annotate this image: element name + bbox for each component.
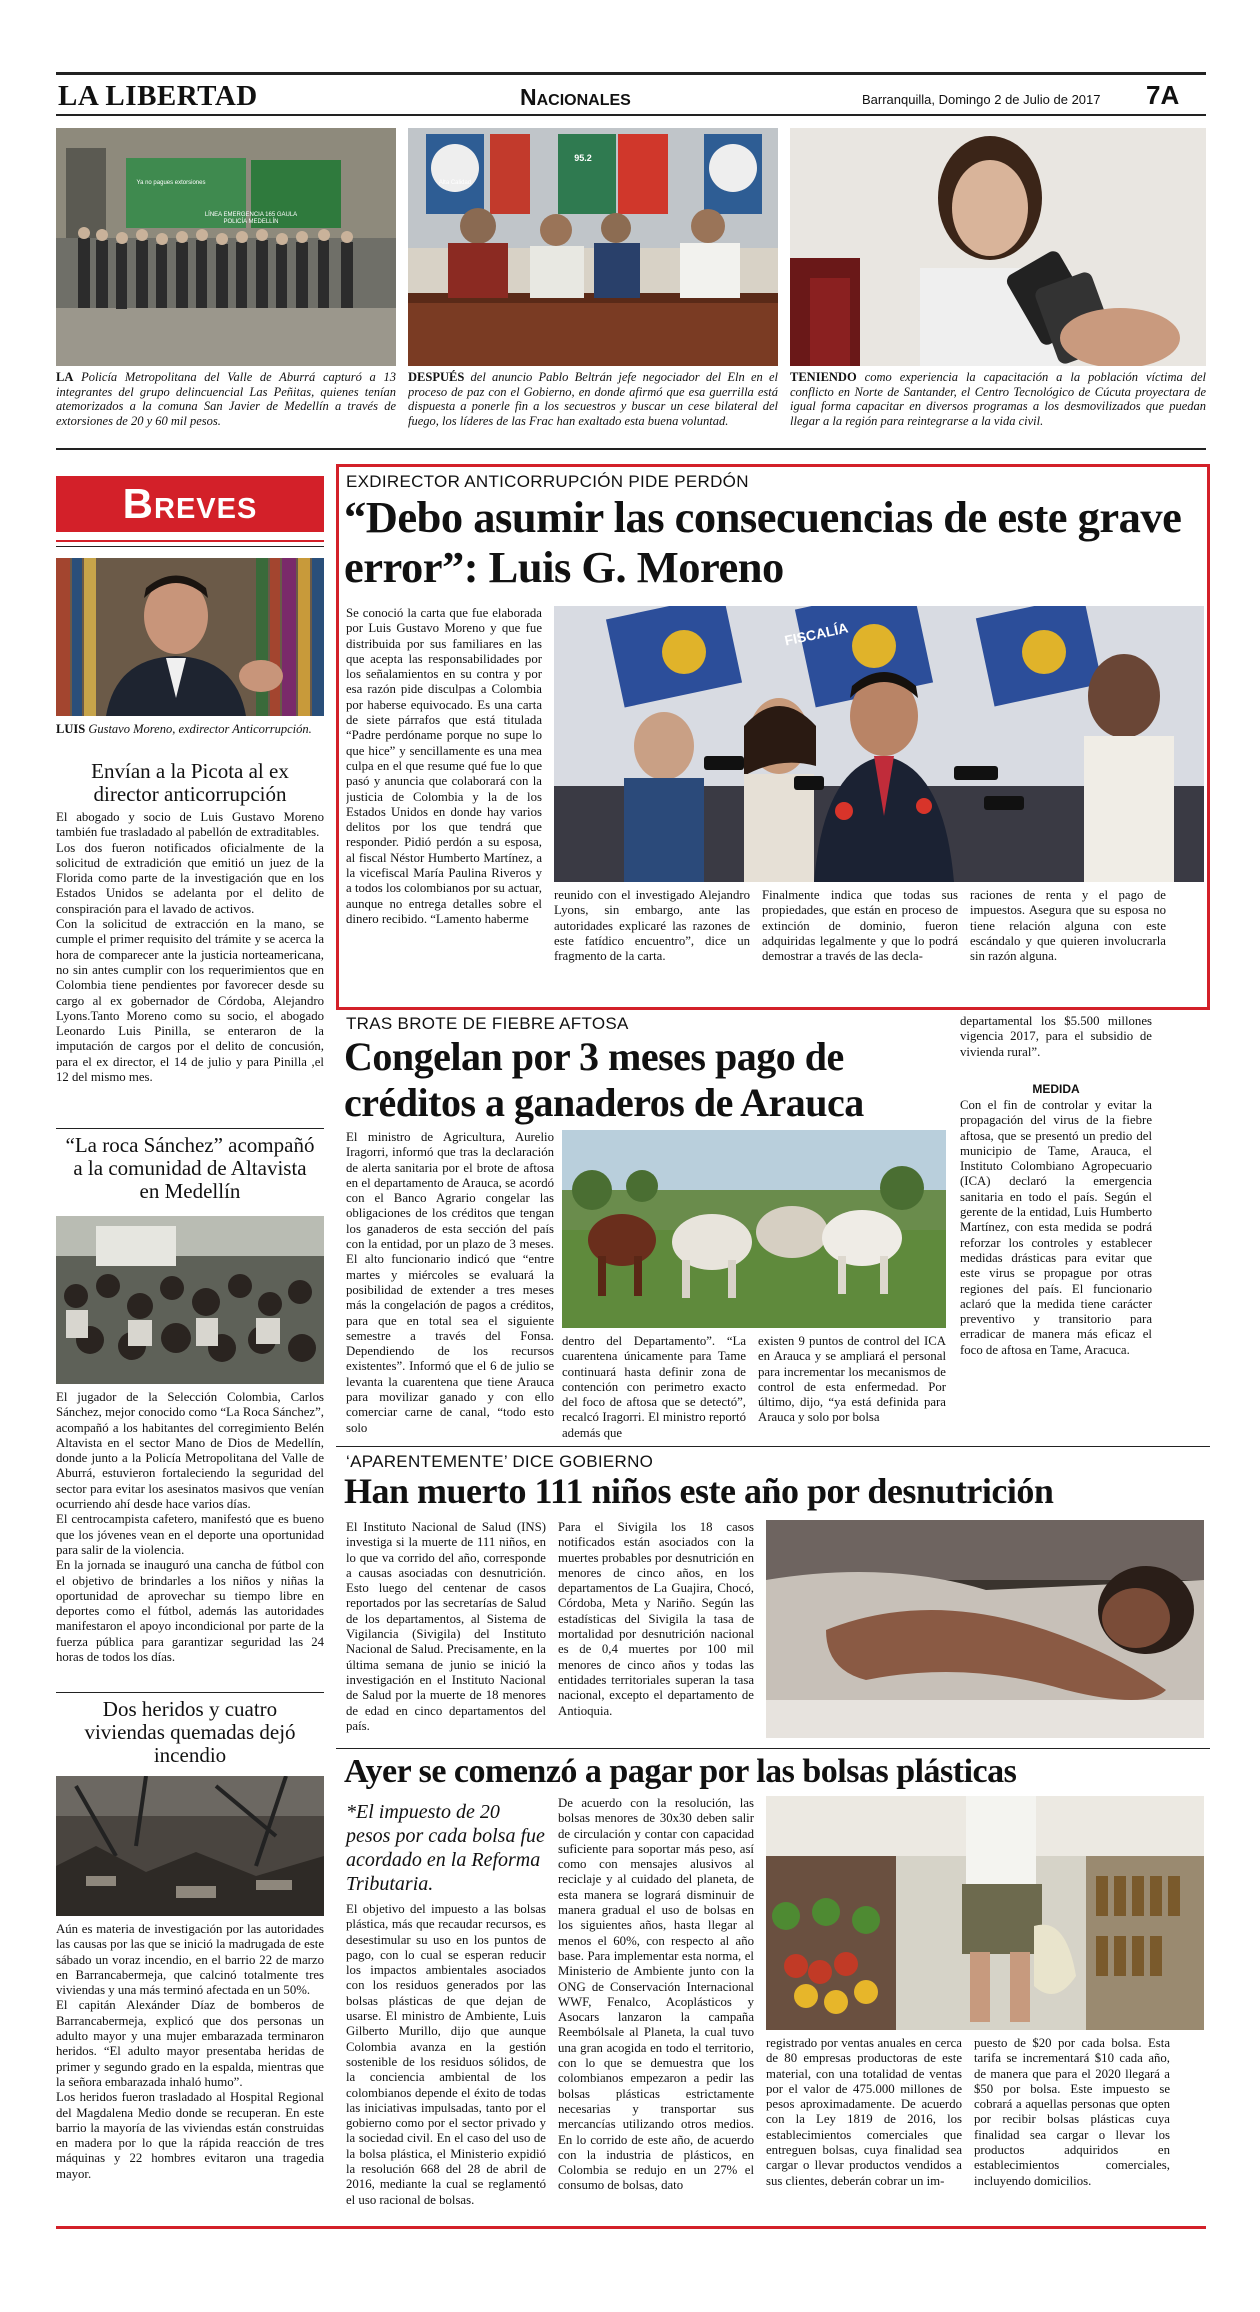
breve-headline-picota: Envían a la Picota al ex director anticorrupción xyxy=(91,759,289,806)
paragraph: El abogado y socio de Luis Gustavo Moreno también fue trasladado al pabellón de extraditables. xyxy=(56,810,324,840)
police-banner-text: LÍNEA EMERGENCIA 165 GAULA POLICÍA MEDELLÍN xyxy=(204,212,298,225)
arauca-body-col1: El ministro de Agricultura, Aurelio Iragorri, informó que tras la declaración de alerta sanitaria por el brote de aftosa en el departamento de Arauca, se acordó con el Banco Agrario congelar las obligaciones de los créditos que tengan los ganaderos de esta sección del país con la entidad, por un plazo de 3 meses. El alto funcionario indicó que “entre martes y miércoles se evaluará la posibilidad de extender a tres meses más la congelación de pagos a créditos, para que en total sea el siguiente semestre a través del Fonsa. Dependiendo de los recursos existentes”. Informó que el 6 de julio se levanta la cuarentena que tiene Arauca para movilizar ganado y con ello comerciar carne de canal, “todo esto solo xyxy=(346,1130,554,1435)
supermarket-photo xyxy=(766,1796,1204,2030)
breves-banner xyxy=(56,476,324,532)
fire-ruins-photo xyxy=(56,1776,324,1916)
desnutricion-body-col2: Para el Sivigila los 18 casos notificados están asociados con la muertes probables por desnutrición en menores de cinco años, en los departamentos de La Guajira, Chocó, Córdoba, Meta y Nariño. Según las estadísticas del Sivigila la tasa de mortalidad por desnutrición nacional es de 0,4 muertes por 100 mil menores de cinco años y todas las entidades territoriales superan la tasa nacional, excepto el departamento de Antioquia. xyxy=(558,1520,754,1718)
moreno-body-col2: reunido con el investigado Alejandro Lyons, sin embargo, ante las autoridades explicaré las razones de este fatídico encuentro”, dice un fragmento de la carta. xyxy=(554,888,750,964)
arauca-kicker: TRAS BROTE DE FIEBRE AFTOSA xyxy=(346,1014,629,1033)
roca-sanchez-photo xyxy=(56,1216,324,1384)
paragraph: El capitán Alexánder Díaz de bomberos de Barrancabermeja, explicó que dos personas un adulto mayor y una mujer embarazada terminaron heridos. “El adulto mayor presentaba heridas de primer y segundo grado en la espalda, mientras que la señora embarazada inhaló humo”. xyxy=(56,1998,324,2089)
photo-caption-cucuta xyxy=(790,370,1206,444)
caption-lead: LUIS xyxy=(56,722,86,736)
desnutricion-kicker: ‘APARENTEMENTE’ DICE GOBIERNO xyxy=(346,1452,654,1471)
moreno-body-col3: Finalmente indica que todas sus propiedades, que están en proceso de extinción de dominio, fueron adquiridas legalmente y que lo podrá demostrar a través de las decla- xyxy=(762,888,958,964)
arauca-body-col3: existen 9 puntos de control del ICA en Arauca y se ampliará el personal para incrementar los mecanismos de control de esta enfermedad. Por último, dijo, “ya está definida para Arauca y solo por bolsa xyxy=(758,1334,946,1425)
cattle-photo xyxy=(562,1130,946,1328)
desnutricion-body-col1: El Instituto Nacional de Salud (INS) investiga si la muerte de 111 niños, en lo que va corrido del año, corresponde a causas asociadas con desnutrición. Esto luego del centenar de casos reportados por las secretarías de Salud de los departamentos, al Sistema de Vigilancia (Sivigila) del Instituto Nacional de Salud. Precisamente, en la última semana de junio se inició la investigación en el Instituto Nacional de Salud por la muerte de 18 menores de edad en cinco departamentos del país. xyxy=(346,1520,546,1733)
caption-text: Gustavo Moreno, exdirector Anticorrupción. xyxy=(88,722,312,736)
bolsas-body-col1: El objetivo del impuesto a las bolsas plástica, más que recaudar recursos, es desestimular su uso en los puntos de pago, con lo cual se esperan reducir los impactos ambientales asociados con los residuos generados por las bolsas plásticas de que dejan de usarse. El ministro de Ambiente, Luis Gilberto Murillo, dijo que aunque Colombia avanza en la gestión sostenible de los residuos sólidos, de la conciencia ambiental de los colombianos depende el éxito de todas las iniciativas impulsadas, tanto por el gobierno como por el sector privado y la sociedad civil. En el caso del uso de la bolsa plástica, el Ministerio expidió la resolución 668 del 28 de abril de 2016, mediante la cual se reglamentó el uso racional de bolsas. xyxy=(346,1902,546,2207)
caption-text: Policía Metropolitana del Valle de Aburrá capturó a 13 integrantes del grupo delincuencial Las Peñitas, quienes tenían atemorizados a la comuna San Javier de Medellín a través de extorsiones de 20 y 60 mil pesos. xyxy=(56,370,396,428)
paragraph: Con la solicitud de extracción en la mano, se cumple el primer requisito del trámite y se acerca la hora de comparecer ante la justicia norteamericana, no sin antes cumplir con los requerimientos que en Colombia tiene pendientes por favorecer desde su cargo al ex gobernador de Córdoba, Alejandro Lyons.Tanto Moreno como su socio, el abogado Leonardo Luis Pinilla, se enteraron de la imputación de cargos por el delito de concusión, para el ex director, el 14 de julio y para Pinilla ,el 12 del mismo mes. xyxy=(56,917,324,1085)
radio-text: 95.2 xyxy=(574,153,592,163)
caption-lead: TENIENDO xyxy=(790,370,857,384)
arauca-headline: Congelan por 3 meses pago de créditos a ganaderos de Arauca xyxy=(344,1034,864,1125)
moreno-portrait-caption xyxy=(56,722,324,754)
breve-headline-roca: “La roca Sánchez” acompañó a la comunidad de Altavista en Medellín xyxy=(65,1133,315,1203)
paragraph: Aún es materia de investigación por las autoridades las causas por las que se inició la madrugada de este sábado un voraz incendio, en el barrio 22 de marzo en Barrancabermeja, que calcinó totalmente tres viviendas y una más terminó afectada en un 50%. xyxy=(56,1922,324,1998)
bolsas-body-col4: puesto de $20 por cada bolsa. Esta tarifa se incrementará $10 cada año, de manera que para el 2020 llegará a $50 por bolsa. Este impuesto se cobrará a aquellas personas que opten por recibir bolsas plásticas cuya finalidad sea cargar o llevar los productos adquiridos en establecimientos comerciales, incluyendo domicilios. xyxy=(974,2036,1170,2188)
photo-caption-eln xyxy=(408,370,778,444)
bolsas-headline: Ayer se comenzó a pagar por las bolsas plásticas xyxy=(344,1753,1017,1790)
bolsas-body-col3: registrado por ventas anuales en cerca de 80 empresas productoras de este material, con una totalidad de ventas por el valor de 475.000 millones de pesos aproximadamente. De acuerdo con la Ley 1819 de 2016, los establecimientos comerciales que entreguen bolsas, cuya finalidad sea cargar o llevar productos vendidos a sus clientes, deberán cobrar un im- xyxy=(766,2036,962,2188)
arauca-subhead: MEDIDA xyxy=(1032,1082,1080,1096)
moreno-body-col4: raciones de renta y el pago de impuestos. Asegura que su esposa no tiene relación alguna con este escándalo y que quieren involucrarla sin razón alguna. xyxy=(970,888,1166,964)
police-capture-photo xyxy=(56,128,396,366)
moreno-kicker: EXDIRECTOR ANTICORRUPCIÓN PIDE PERDÓN xyxy=(346,472,749,491)
arauca-body-col4: Con el fin de controlar y evitar la propagación del virus de la fiebre aftosa, que se presentó un predio del municipio de Tame, Arauca, el Instituto Colombiano Agropecuario (ICA) declaró la emergencia sanitaria en todo el país. Según el gerente de la entidad, Luis Humberto Martínez, con esta medida se podrá reforzar los controles y establecer medidas drásticas para evitar que este virus se propague por otras regiones del país. El funcionario aclaró que la medida tiene carácter preventivo y transitorio para erradicar de manera más eficaz el foco de aftosa en Tame, Aracuca. xyxy=(960,1098,1152,1357)
moreno-press-photo xyxy=(554,606,1204,882)
paragraph: El centrocampista cafetero, manifestó que es bueno que los jóvenes vean en el deporte una oportunidad para salir de la violencia. xyxy=(56,1512,324,1557)
paragraph: En la jornada se inauguró una cancha de fútbol con el objetivo de brindarles a los niños y niñas la oportunidad de aprovechar su tiempo libre en deportes como el fútbol, además las autoridades manifestaron el apoyo incondicional por parte de la fuerza pública para garantizar seguridad las 24 horas de todos los días. xyxy=(56,1558,324,1665)
breves-title: Breves xyxy=(122,480,258,527)
eln-negotiator-photo xyxy=(408,128,778,366)
breve-headline-incendio: Dos heridos y cuatro viviendas quemadas dejó incendio xyxy=(84,1697,296,1767)
caption-text: del anuncio Pablo Beltrán jefe negociador del Eln en el proceso de paz con el Gobierno, en donde afirmó que esa guerrilla está dispuesta a ponerle fin a los secuestros y buscar un cese bilateral del fuego, los líderes de las Frac han exaltado esta buena voluntad. xyxy=(408,370,778,428)
breve-body-roca xyxy=(56,1390,324,1686)
section-name: Nacionales xyxy=(520,84,631,110)
moreno-body-col1: Se conoció la carta que fue elaborada por Luis Gustavo Moreno y que fue distribuida por sus familiares en las que acepta las responsabilidades por los señalamientos en su contra y por esa razón pide disculpas a Colombia por haberse equivocado. Es una carta de siete párrafos que está titulada “Padre perdóname porque no supe lo que hice” y sencillamente es una mea culpa en el que resume qué fue lo que pasó y anuncia que colaborará con la justicia de Colombia y la de los Estados Unidos en donde hay varios delitos por los que tendrá que responder. Pidió perdón a su esposa, al fiscal Néstor Humberto Martínez, a la vicefiscal María Paulina Riveros y a todos los colombianos por su actuar, aunque no entrega detalles sobre el dinero recibido. “Lamento haberme xyxy=(346,606,542,926)
paper-name: LA LIBERTAD xyxy=(58,80,258,112)
breve-body-picota xyxy=(56,810,324,1122)
arauca-body-col4-top: departamental los $5.500 millones vigencia 2017, para el subsidio de vivienda rural”. xyxy=(960,1014,1152,1059)
moreno-headline: “Debo asumir las consecuencias de este grave error”: Luis G. Moreno xyxy=(344,492,1182,592)
bolsas-deck: *El impuesto de 20 pesos por cada bolsa fue acordado en la Reforma Tributaria. xyxy=(346,1801,545,1895)
desnutricion-headline: Han muerto 111 niños este año por desnutrición xyxy=(344,1471,1054,1511)
caption-lead: DESPUÉS xyxy=(408,370,465,384)
police-sign-text: Ya no pagues extorsiones xyxy=(136,180,206,186)
fiscalia-sign-text: FISCALÍA xyxy=(783,619,850,649)
dateline: Barranquilla, Domingo 2 de Julio de 2017 xyxy=(862,92,1101,107)
cucuta-training-photo xyxy=(790,128,1206,366)
photo-caption-police xyxy=(56,370,396,444)
paragraph: El jugador de la Selección Colombia, Carlos Sánchez, mejor conocido como “La Roca Sánchez”, acompañó a los habitantes del corregimiento Belén Altavista en el sector Mano de Dios de Medellín, donde junto a la Policía Metropolitana del Valle de Aburrá, estuvieron fortaleciendo la seguridad del sector para evitar los asesinatos masivos que venían ocurriendo ahí desde hace varios días. xyxy=(56,1390,324,1512)
arauca-body-col2: dentro del Departamento”. “La cuarentena únicamente para Tame continuará hasta definir zona de contención con perimetro exacto del foco de aftosa que se detectó”, recalcó Iragorri. El ministro reportó además que xyxy=(562,1334,746,1440)
bolsas-body-col2: De acuerdo con la resolución, las bolsas menores de 30x30 deben salir de circulación y contar con capacidad suficiente para soportar más peso, así como con mensajes alusivos al reciclaje y al cuidado del planeta, de esta manera se logrará disminuir de manera gradual el uso de bolsas en los siguientes años, hasta llegar al menos el 60%, con respecto al año base. Para implementar esta norma, el Ministerio de Ambiente junto con la ONG de Conservación Internacional WWF, Fenalco, Acoplásticos y Asocars lanzaron la campaña Reembólsale al Planeta, la cual tuvo una gran acogida en todo el territorio, con lo que se demuestra que los colombianos empezaron a pedir las bolsas plásticas estrictamente necesarias y transportar sus mercancías utilizando otros medios. En lo corrido de este año, de acuerdo con la industria de plásticos, en Colombia se redujo en un 27% el consumo de bolsas, dato xyxy=(558,1796,754,2193)
paragraph: Los dos fueron notificados oficialmente de la solicitud de extradición que emitió un juez de la Florida como parte de la investigación que en los Estados Unidos se adelanta por el delito de conspiración para el lavado de activos. xyxy=(56,840,324,916)
caption-text: como experiencia la capacitación a la población víctima del conflicto en Norte de Santander, el Centro Tecnológico de Cúcuta proyectara de igual forma capacitar en diversos programas a los desmovilizados que puedan llegar a la región para reintegrarse a la vida civil. xyxy=(790,370,1206,428)
paragraph: Los heridos fueron trasladado al Hospital Regional del Magdalena Medio donde se recuperan. En este barrio la mayoría de las viviendas están construidas en madera por lo que la rápida reacción de tres máquinas y 22 hombres evitaron una tragedia mayor. xyxy=(56,2090,324,2181)
malnourished-child-photo xyxy=(766,1520,1204,1738)
banner-text: Alta Calidad xyxy=(438,180,472,186)
moreno-portrait-photo xyxy=(56,558,324,716)
page-number: 7A xyxy=(1146,80,1180,110)
caption-lead: LA xyxy=(56,370,74,384)
breve-body-incendio xyxy=(56,1922,324,2212)
